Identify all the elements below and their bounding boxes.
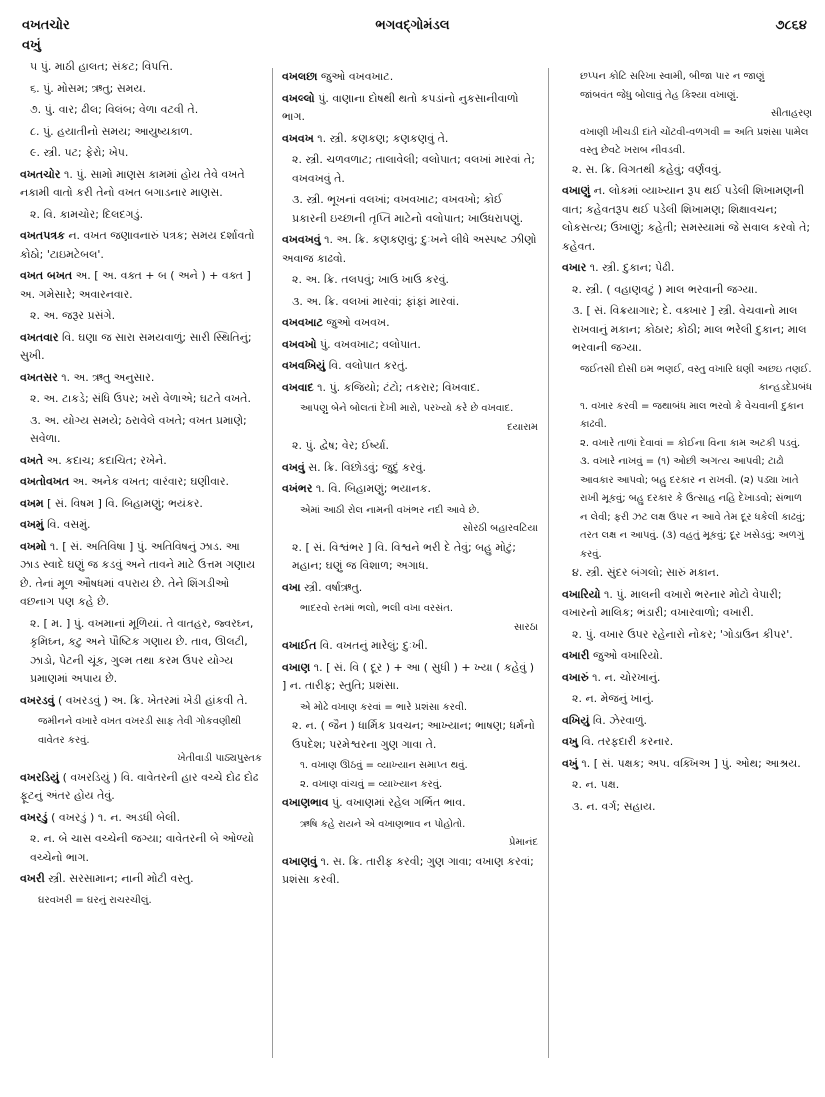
headword: વખવખિયું xyxy=(282,359,326,372)
entry-sense xyxy=(282,191,538,228)
definition-text: ૨. ન. બે ચાસ વચ્ચેની જગ્યા; વાવેતરની બે ઓળ્યો વચ્ચેનો ભાગ. xyxy=(30,832,254,864)
dictionary-entry xyxy=(562,259,812,278)
usage-example: જઈતસી દોસી ઇમ ભણઈ, વસ્તુ વખારિ ઘણી અછઇ તણઈ. xyxy=(580,363,812,375)
column-1 xyxy=(20,58,262,910)
dictionary-entry xyxy=(562,733,812,752)
definition-text: જુઓ વખારિયો. xyxy=(592,649,663,662)
definition-text: અ. કદાચ; કદાચિત; રખેને. xyxy=(46,453,167,467)
headword: વખમું xyxy=(20,518,44,531)
headword: વખાણું xyxy=(562,184,591,197)
dictionary-entry xyxy=(562,755,812,774)
dictionary-entry xyxy=(562,647,812,666)
dictionary-entry xyxy=(562,182,812,256)
definition-text: ૨. પું. વખાર ઉપર રહેનારો નોકર; 'ગોડાઉન કીપર'. xyxy=(572,627,793,641)
headword: વખારિયો xyxy=(562,587,601,601)
definition-text: [ સં. વિષમ ] વિ. બિહામણું; ભયંકર. xyxy=(47,496,203,510)
usage-example: ભાદરવો રતમાં ભલો, ભલી વખા વરસંત. xyxy=(300,603,454,614)
usage-example: છપ્પન કોટિ સરિખા સ્વામી, બીજા પાર ન જાણું xyxy=(580,71,765,82)
headword: વખરી xyxy=(20,872,45,885)
dictionary-entry xyxy=(282,130,538,149)
headword: વખલછા xyxy=(282,70,318,83)
guide-word-sub: વખું xyxy=(22,38,41,53)
dictionary-entry xyxy=(20,809,262,828)
citation-source: પ્રેમાનંદ xyxy=(508,837,538,848)
dictionary-entry xyxy=(20,369,262,388)
definition-text: ૨. [ સં. વિશ્વંભર ] વિ. વિશ્વને ભરી દે તેવું; બહુ મોટું; મહાન; ઘણું જ વિશાળ; અગાધ. xyxy=(292,540,516,572)
headword: વખવાદ xyxy=(282,380,314,394)
entry-sense xyxy=(282,717,538,754)
entry-sense xyxy=(20,80,262,99)
dictionary-entry xyxy=(282,794,538,813)
headword: વખવું xyxy=(282,460,305,474)
definition-text: ૨. ન. ( જૈન ) ધાર્મિક પ્રવચન; આખ્યાન; ભાષણ; ધર્મનો ઉપદેશ; પરમેશ્વરના ગુણ ગાવા તે. xyxy=(292,719,535,751)
definition-text: ૩. અ. ક્રિ. વલખાં મારવાં; ફાંફાં મારવાં. xyxy=(292,294,460,308)
usage-example: ૧. વખાણ ઊઠવું = વ્યાખ્યાન સમાપ્ત થવું. xyxy=(300,760,468,771)
definition-text: ૧. [ સં. વિ ( દૂર ) + આ ( સુધી ) + ખ્યા ( કહેવું ) ] ન. તારીફ; સ્તુતિ; પ્રશંસા. xyxy=(282,660,535,692)
entry-sense xyxy=(282,271,538,290)
usage-example: ૨. વખારે તાળાં દેવાવાં = કોઈના વિના કામ અટકી પડવું. xyxy=(580,437,801,449)
headword: વખરડું xyxy=(20,810,48,824)
dictionary-entry xyxy=(282,336,538,355)
headword: વખાઈત xyxy=(282,639,317,652)
entry-sense xyxy=(20,101,262,120)
definition-text: ૧. અ. ક્રિ. કણકણવું; દુઃખને લીધે અસ્પષ્ટ ઝીણો અવાજ કાઢવો. xyxy=(282,233,537,265)
definition-text: ૧. પું. સામો માણસ કામમાં હોય તેવે વખતે નકામી વાતો કરી તેનો વખત બગાડનાર માણસ. xyxy=(20,167,245,199)
dictionary-entry xyxy=(282,314,538,333)
usage-example: ઘરવખરી = ઘરનું રાચરચીલું. xyxy=(38,894,152,906)
headword: વખા xyxy=(282,580,301,594)
entry-sense xyxy=(20,615,262,689)
definition-text: ૪. સ્ત્રી. સુંદર બંગલો; સારું મકાન. xyxy=(572,566,720,579)
dictionary-entry xyxy=(20,329,262,366)
definition-text: વિ. ઝેરવાળું. xyxy=(592,713,648,727)
definition-text: સ્ત્રી. વર્ષાઋતુ. xyxy=(304,580,363,594)
usage-example: જાંબવંત જેધુ બોલાવું તેહ કિશ્યા વખાણું. xyxy=(580,89,739,101)
entry-sense xyxy=(20,123,262,142)
definition-text: ૫ પું. માઠી હાલત; સંકટ; વિપત્તિ. xyxy=(30,60,173,73)
headword: વખારી xyxy=(562,649,590,662)
page-number: ૭૮૬૪ xyxy=(775,18,807,33)
dictionary-entry xyxy=(562,712,812,731)
entry-sense xyxy=(20,830,262,867)
usage-example: એમાં આઠી રોલ નામની વખંભર નદી આવે છે. xyxy=(300,504,480,516)
definition-text: ૧. પું. કજિયો; ટંટો; તકરાર; વિખવાદ. xyxy=(317,380,480,394)
entry-sense xyxy=(282,539,538,576)
entry-sense xyxy=(282,437,538,456)
dictionary-entry xyxy=(282,459,538,478)
column-2 xyxy=(282,68,538,893)
definition-text: ૮. પું. હયાતીનો સમય; આયુષ્યકાળ. xyxy=(30,124,193,138)
definition-text: સ. ક્રિ. વિછોડવું; જુદું કરવું. xyxy=(308,460,426,474)
definition-text: ૨. ન. મેજનું ખાનું. xyxy=(572,692,654,705)
entry-sense xyxy=(282,151,538,188)
definition-text: ૩. [ સં. વિક્રયાગાર; દે. વક્ખાર ] સ્ત્રી. વેચવાનો માલ રાખવાનું મકાન; કોઠાર; કોઠી; માલ ભરેલી દુકાન; માલ ભરવાની જગ્યા. xyxy=(572,304,807,354)
dictionary-entry xyxy=(20,870,262,889)
headword: વખવખવું xyxy=(282,233,321,246)
book-title: ભગવદ્ગોમંડલ xyxy=(375,18,450,33)
definition-text: ૨. સ્ત્રી. ( વહાણવટું ) માલ ભરવાની જગ્યા. xyxy=(572,282,758,296)
headword: વખતપત્રક xyxy=(20,229,65,242)
entry-sense xyxy=(562,776,812,795)
headword: વખાણવું xyxy=(282,854,318,868)
definition-text: ૨. [ મ. ] પું. વખમાનાં મૂળિયાં. તે વાતહર, જ્વરઘ્ન, કૃમિઘ્ન, કટુ અને પૌષ્ટિક ગણાય છે. તાવ, ઊલટી, ઝાડો, પેટની ચૂંક, ગુલ્મ તથા કરમ ઉપર યોગ્ય પ્રમાણમાં અપાય છે. xyxy=(30,616,254,685)
dictionary-entry xyxy=(282,579,538,598)
citation-source: ખેતીવાડી પાઠ્યપુસ્તક xyxy=(177,753,262,764)
citation-source: સીતાહરણ xyxy=(770,108,812,119)
definition-text: વિ. વલોપાત કરતું. xyxy=(328,359,408,372)
headword: વખરડવું xyxy=(20,693,55,707)
dictionary-entry xyxy=(282,480,538,499)
dictionary-entry xyxy=(20,538,262,612)
entry-sense xyxy=(20,307,262,326)
dictionary-entry xyxy=(282,90,538,127)
citation-source: કાન્હડદેપ્રબંધ xyxy=(758,382,812,393)
dictionary-entry xyxy=(20,516,262,535)
entry-sense xyxy=(20,390,262,409)
page-header xyxy=(0,18,825,40)
usage-example: જમીનને વખારે વખત વખરડી સાફ તેવી ગોકવણીથી વાવેતર કરવું. xyxy=(38,716,242,746)
definition-text: ૨. ન. પક્ષ. xyxy=(572,778,620,791)
definition-text: અ. અનેક વખત; વારંવાર; ઘણીવાર. xyxy=(72,475,230,488)
dictionary-entry xyxy=(20,267,262,304)
definition-text: ૨. અ. ટાકડે; સંધિ ઉપર; ખરો વેળાએ; ઘટતે વખતે. xyxy=(30,392,251,405)
column-3 xyxy=(562,68,812,819)
column-divider xyxy=(272,68,273,1058)
dictionary-entry xyxy=(562,669,812,688)
dictionary-entry xyxy=(20,452,262,471)
definition-text: પું. વખાણમાં રહેલ ગર્ભિત ભાવ. xyxy=(332,796,466,809)
definition-text: પું. વખવખાટ; વલોપાત. xyxy=(320,337,421,351)
definition-text: ૧. સ્ત્રી. કણકણ; કણકણવું તે. xyxy=(317,131,449,145)
definition-text: ૧. [ સં. પક્ષક; અપ. વક્ખિઅ ] પું. ઓથ; આશ્રય. xyxy=(581,756,801,770)
definition-text: અ. [ અ. વક્ત + બ ( અને ) + વક્ત ] અ. ગમેસારે; અવારનવાર. xyxy=(20,269,251,301)
headword: વખવખ xyxy=(282,131,314,145)
definition-text: જુઓ વખવખાટ. xyxy=(320,70,394,83)
headword: વખલ્લો xyxy=(282,91,315,105)
dictionary-entry xyxy=(282,659,538,696)
usage-example: ૨. વખાણ વાંચવું = વ્યાખ્યાન કરવું. xyxy=(300,778,443,790)
usage-example: વખાણી ખીચડી દાંતે ચોંટવી-વળગવી = અતિ પ્રશંસા પામેલ વસ્તુ છેવટે ખરાબ નીવડવી. xyxy=(580,126,809,156)
definition-text: ( વખરડવું ) અ. ક્રિ. ખેતરમાં ખેડી હાંકવી તે. xyxy=(57,693,248,707)
headword: વખાર xyxy=(562,261,587,274)
entry-sense xyxy=(20,412,262,449)
definition-text: ૧. સ. ક્રિ. તારીફ કરવી; ગુણ ગાવા; વખાણ કરવાં; પ્રશંસા કરવી. xyxy=(282,854,534,886)
definition-text: ૧. અ. ઋતુ અનુસાર. xyxy=(61,370,155,384)
headword: વખતસર xyxy=(20,370,58,384)
dictionary-entry xyxy=(20,473,262,492)
entry-sense xyxy=(282,293,538,312)
headword: વખતોવખત xyxy=(20,475,70,488)
headword: વખંભર xyxy=(282,482,313,495)
dictionary-entry xyxy=(562,586,812,623)
definition-text: વિ. ઘણા જ સારા સમયવાળું; સારી સ્થિતિનું; સુખી. xyxy=(20,330,252,362)
definition-text: ( વખરડિયું ) વિ. વાવેતરની હાર વચ્ચે દોઢ દોઢ ફૂટનું અંતર હોય તેવું. xyxy=(20,770,259,802)
entry-sense xyxy=(562,690,812,709)
headword: વખતે xyxy=(20,453,44,467)
definition-text: ૬. પું. મોસમ; ઋતુ; સમય. xyxy=(30,81,147,95)
definition-text: જુઓ વખવખ. xyxy=(326,316,390,329)
dictionary-entry xyxy=(20,166,262,203)
dictionary-entry xyxy=(282,357,538,376)
dictionary-entry xyxy=(282,637,538,656)
entry-sense xyxy=(562,281,812,300)
definition-text: વિ. વખતનું મારેલું; દુઃખી. xyxy=(319,639,428,652)
definition-text: ૨. અ. જરૂર પ્રસંગે. xyxy=(30,309,116,322)
headword: વખમો xyxy=(20,539,47,553)
column-divider xyxy=(548,68,549,1058)
dictionary-entry xyxy=(282,68,538,87)
definition-text: ૩. ન. વર્ગ; સહાય. xyxy=(572,799,656,813)
entry-sense xyxy=(20,206,262,225)
definition-text: વિ. તરફદારી કરનાર. xyxy=(581,735,674,748)
entry-sense xyxy=(20,58,262,77)
entry-sense xyxy=(20,144,262,163)
dictionary-entry xyxy=(20,495,262,514)
citation-source: સોરઠી બહારવટિયા xyxy=(462,523,538,534)
dictionary-entry xyxy=(20,692,262,711)
dictionary-entry xyxy=(20,769,262,806)
definition-text: ૧. પું. માલની વખારો ભરનાર મોટો વેપારી; વખારનો માલિક; ભંડારી; વખારવાળો; વખારી. xyxy=(562,587,782,619)
definition-text: ૭. પું. વાર; ઢીલ; વિલંબ; વેળા વટવી તે. xyxy=(30,103,199,116)
headword: વખાણભાવ xyxy=(282,796,329,809)
headword: વખવખાટ xyxy=(282,316,323,329)
definition-text: ૧. [ સં. અતિવિષા ] પું. અતિવિષનું ઝાડ. આ ઝાડ સ્વાદે ઘણું જ કડવું અને તાવને માટે ઉત્તમ ગણાય છે. તેનાં મૂળ ઔષધમાં વપરાય છે. તેને શિંગડીઓ વછનાગ પણ કહે છે. xyxy=(20,539,256,608)
definition-text: ૩. સ્ત્રી. ભૂખનાં વલખાં; વખવખાટ; વખવખો; કોઈ પ્રકારની ઇચ્છાની તૃપ્તિ માટેનો વલોપાત; ખાઉધરાપણું. xyxy=(292,193,524,225)
definition-text: ન. લોકમાં વ્યાખ્યાન રૂપ થઈ પડેલી શિખામણની વાત; કહેવતરૂપ થઈ પડેલી શિખામણ; શિક્ષાવચન; લોકસત્ય; ઉખાણું; કહેતી; સમસ્યામાં જે સવાલ કરવો તે; કહેવત. xyxy=(562,184,811,253)
definition-text: ૧. વિ. બિહામણું; ભયાનક. xyxy=(315,482,431,495)
headword: વખતવાર xyxy=(20,330,59,344)
headword: વખત બખત xyxy=(20,269,73,282)
headword: વખાણ xyxy=(282,660,311,674)
usage-example: ૧. વખાર કરવી = જથાબંધ માલ ભરવો કે વેચવાની દુકાન કાઢવી. xyxy=(580,400,804,430)
headword: વખારું xyxy=(562,670,589,684)
headword: વખતચોર xyxy=(20,167,61,181)
entry-sense xyxy=(562,564,812,583)
definition-text: ૨. પું. દ્વેષ; વેર; ઈર્ષ્યા. xyxy=(292,439,390,452)
headword: વખું xyxy=(562,756,578,770)
definition-text: ન. વખત જણાવનારું પત્રક; સમય દર્શાવતો કોઠો; 'ટાઇમટેબલ'. xyxy=(20,229,255,261)
definition-text: ૧. સ્ત્રી. દુકાન; પેઢી. xyxy=(589,261,675,274)
citation-source: દયારામ xyxy=(507,421,538,433)
headword: વખુ xyxy=(562,735,578,748)
definition-text: સ્ત્રી. સરસામાન; નાની મોટી વસ્તુ. xyxy=(48,872,194,885)
dictionary-entry xyxy=(282,853,538,890)
definition-text: ૩. અ. યોગ્ય સમયે; ઠરાવેલે વખતે; વખત પ્રમાણે; સવેળા. xyxy=(30,413,247,445)
definition-text: પું. વાણાના દોષથી થતો કપડાંનો નુકસાનીવાળો ભાગ. xyxy=(282,91,519,123)
usage-example: ૩. વખારે નાખવું = (૧) ઓછી અગત્ય આપવી; ટાઢો આવકાર આપવો; બહુ દરકાર ન રાખવી. (૨) પડ્યા ખાતે રાખી મૂકવું; બહુ દરકાર કે ઉત્સાહ નહિ દેખાડવો; સંભાળ ન લેવી; ફરી ઝટ લક્ષ ઉપર ન આવે તેમ દૂર ધકેલી કાઢવું; તરત લક્ષ ન આપવું. (૩) વહતું મૂકવું; દૂર ખસેડવું; અળગું કરવું. xyxy=(580,456,806,560)
entry-sense xyxy=(562,626,812,645)
headword: વખિયું xyxy=(562,713,590,727)
citation-source: સારઠા xyxy=(514,621,538,633)
entry-sense xyxy=(562,302,812,358)
dictionary-entry xyxy=(20,227,262,264)
definition-text: ( વખરડું ) ૧. ન. અડધી બેલી. xyxy=(51,810,181,824)
definition-text: ૨. અ. ક્રિ. તલપવું; ખાઉ ખાઉ કરવું. xyxy=(292,273,449,286)
definition-text: વિ. વસમું. xyxy=(47,518,91,531)
headword: વખરડિયું xyxy=(20,770,60,784)
definition-text: ૨. સ્ત્રી. ચળવળાટ; તાલાવેલી; વલોપાત; વલખાં મારવાં તે; વખવખવું તે. xyxy=(292,153,535,185)
usage-example: ઋષિ કહે રાયને એ વખાણભાવ ન પોહોતો. xyxy=(300,818,466,830)
definition-text: ૨. સ. ક્રિ. વિગતથી કહેવું; વર્ણવવું. xyxy=(572,162,722,176)
definition-text: ૧. ન. ચોરખાનું. xyxy=(592,670,661,684)
dictionary-entry xyxy=(282,379,538,398)
headword: વખવખો xyxy=(282,337,317,351)
entry-sense xyxy=(562,161,812,180)
guide-word-left: વખતચોર xyxy=(22,18,70,33)
dictionary-entry xyxy=(282,231,538,268)
usage-example: એ મોઢે વખાણ કરવાં = ભારે પ્રશંસા કરવી. xyxy=(300,701,468,713)
definition-text: ૨. વિ. કામચોર; દિલદગડું. xyxy=(30,207,144,221)
entry-sense xyxy=(562,798,812,817)
usage-example: આપણુ બેને બોલતાં દેખી મારો, પરખ્યો કરે છે વખવાદ. xyxy=(300,403,514,414)
headword: વખમ xyxy=(20,496,44,510)
definition-text: ૯. સ્ત્રી. પટ; ફેરો; ખેપ. xyxy=(30,146,129,159)
